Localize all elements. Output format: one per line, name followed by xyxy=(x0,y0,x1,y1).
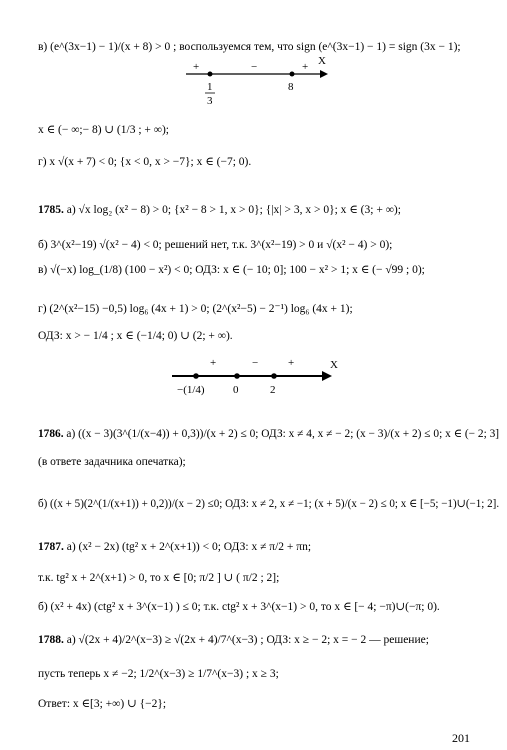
line-1786-a: 1786. а) ((x − 3)(3^(1/(x−4)) + 0,3))/(x + 2) ≤ 0; ОДЗ: x ≠ 4, x ≠ − 2; (x − 3)/(x + 2) ≤ 0; x ∈ (− 2; 3] xyxy=(38,428,500,440)
line-g-1784: г) x √(x + 7) < 0; {x < 0, x > −7}; x ∈ (−7; 0). xyxy=(38,156,252,168)
line-1788-answer: Ответ: x ∈[3; +∞) ∪ {−2}; xyxy=(38,698,167,710)
line-1785-g: г) (2^(x²−15) −0,5) log₆ (4x + 1) > 0; (2^(x²−5) − 2⁻¹) log₆ (4x + 1); xyxy=(38,303,353,315)
line-1785-odz: ОДЗ: x > − 1/4 ; x ∈ (−1/4; 0) ∪ (2; + ∞). xyxy=(38,330,233,342)
line-1786-b: б) ((x + 5)(2^(1/(x+1)) + 0,2))/(x − 2) ≤0; ОДЗ: x ≠ 2, x ≠ −1; (x + 5)/(x − 2) ≤ 0; x ∈ [−5; −1)∪(−1; 2]. xyxy=(38,498,500,510)
line-1787-a-cont: т.к. tg² x + 2^(x+1) > 0, то x ∈ [0; π/2 ] ∪ ( π/2 ; 2]; xyxy=(38,572,280,584)
axis2-x-label: X xyxy=(330,359,338,371)
line-1788-cont: пусть теперь x ≠ −2; 1/2^(x−3) ≥ 1/7^(x−3) ; x ≥ 3; xyxy=(38,668,279,680)
line-1785-a: 1785. а) √x log₂ (x² − 8) > 0; {x² − 8 > 1, x > 0}; {|x| > 3, x > 0}; x ∈ (3; + ∞); xyxy=(38,204,401,216)
axis2-point-zero: 0 xyxy=(233,384,239,396)
line-1785-b: б) 3^(x²−19) √(x² − 4) < 0; решений нет, т.к. 3^(x²−19) > 0 и √(x² − 4) > 0); xyxy=(38,239,393,251)
axis1-point2: 8 xyxy=(288,81,294,93)
line-1787-b: б) (x² + 4x) (ctg² x + 3^(x−1) ) ≤ 0; т.к. ctg² x + 3^(x−1) > 0, то x ∈ [− 4; −π)∪(−π; 0). xyxy=(38,601,440,613)
axis2-point-two: 2 xyxy=(270,384,276,396)
axis2-plus-1: + xyxy=(210,357,217,369)
axis1-point1-num: 1 xyxy=(207,81,213,93)
axis1-plus-left: + xyxy=(193,61,200,73)
axis1-point1-den: 3 xyxy=(207,95,213,107)
axis2-point-quarter: −(1/4) xyxy=(177,384,205,396)
line-1786-note: (в ответе задачника опечатка); xyxy=(38,456,186,468)
axis1-plus-right: + xyxy=(302,61,309,73)
page-number: 201 xyxy=(452,731,470,745)
line-1785-v: в) √(−x) log_(1/8) (100 − x²) < 0; ОДЗ: x ∈ (− 10; 0]; 100 − x² > 1; x ∈ (− √99 ; 0); xyxy=(38,264,425,276)
line-v-1784: в) (e^(3x−1) − 1)/(x + 8) > 0 ; воспользуемся тем, что sign (e^(3x−1) − 1) = sign (3x − 1); xyxy=(38,41,461,53)
axis2-plus-2: + xyxy=(288,357,295,369)
axis1-x-label: X xyxy=(318,55,326,67)
axis2-minus: − xyxy=(252,357,259,369)
line-1788-a: 1788. а) √(2x + 4)/2^(x−3) ≥ √(2x + 4)/7^(x−3) ; ОДЗ: x ≥ − 2; x = − 2 — решение; xyxy=(38,634,429,646)
axis1-minus: − xyxy=(251,61,258,73)
line-1787-a: 1787. а) (x² − 2x) (tg² x + 2^(x+1)) < 0; ОДЗ: x ≠ π/2 + πn; xyxy=(38,541,312,553)
line-v-answer: x ∈ (− ∞;− 8) ∪ (1/3 ; + ∞); xyxy=(38,124,169,136)
